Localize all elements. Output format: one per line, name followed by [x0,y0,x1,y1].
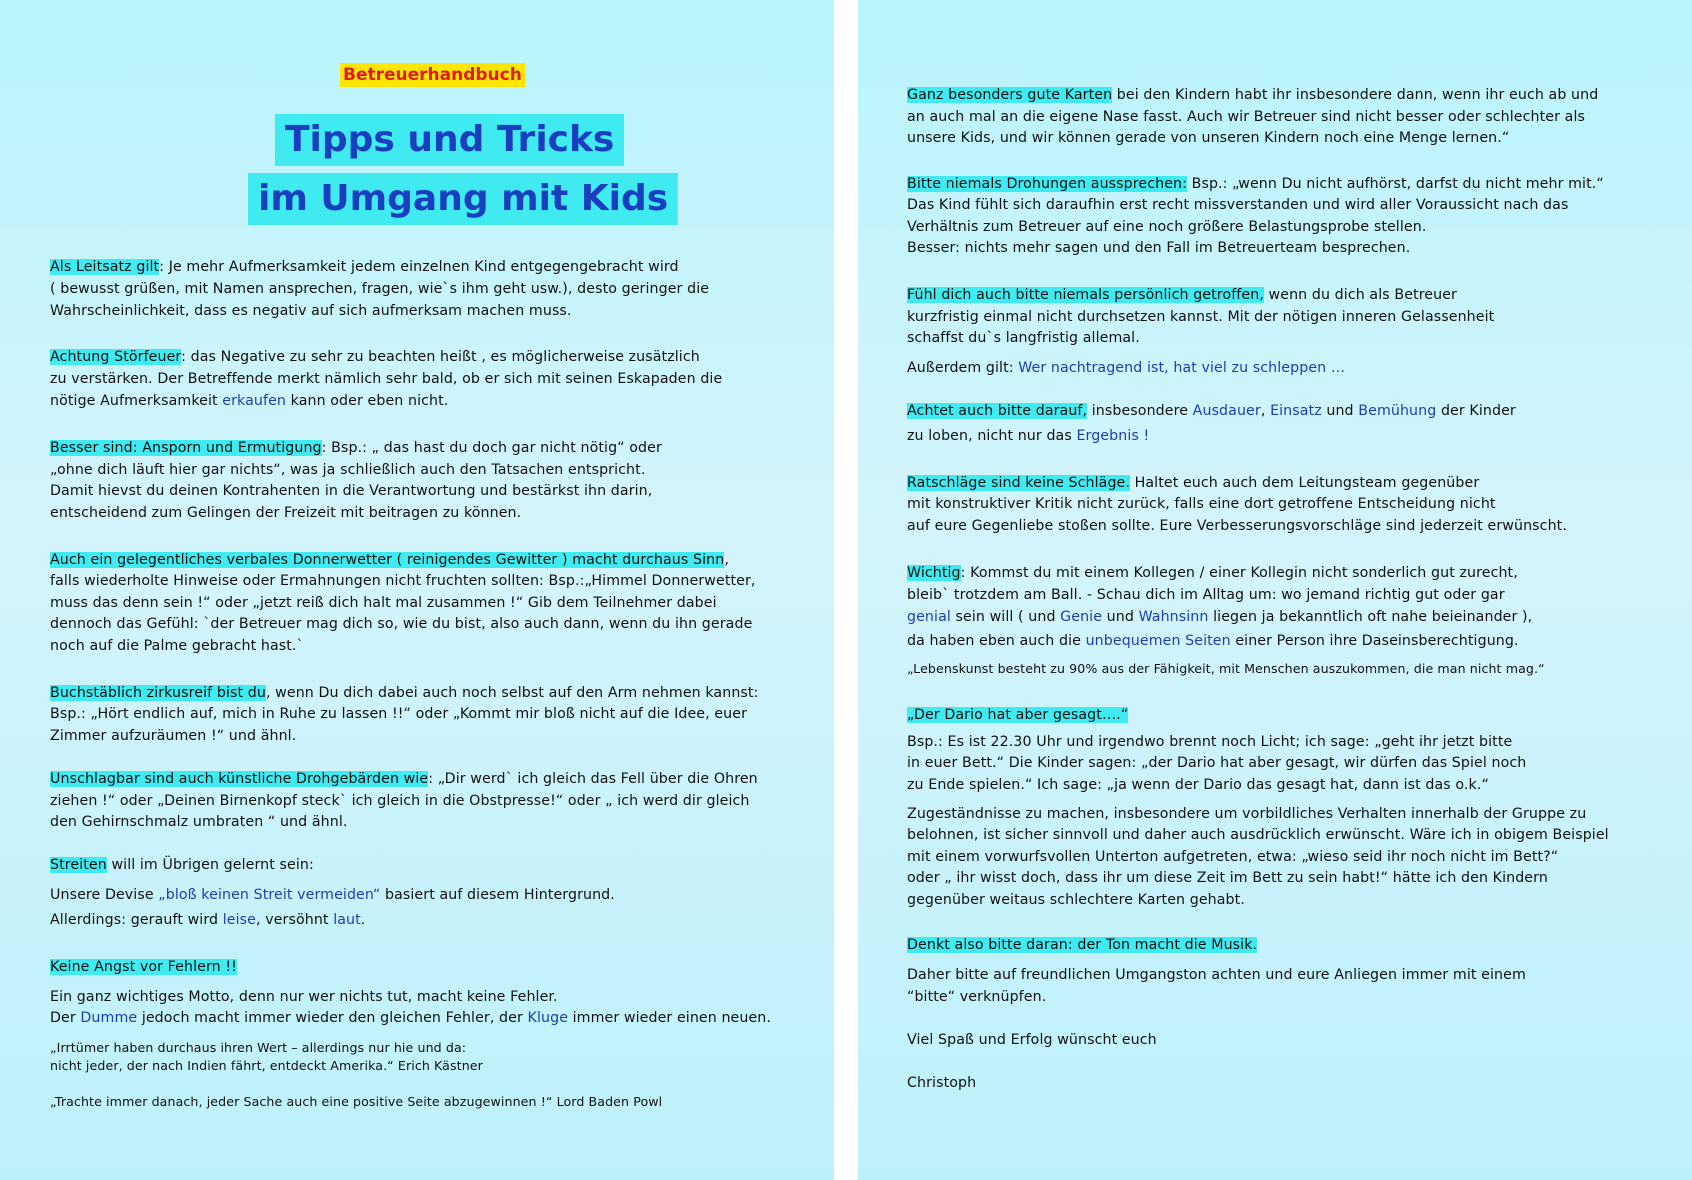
emphasis-word: Dumme [80,1010,138,1026]
paragraph-line: Der Dumme jedoch macht immer wieder den gleichen Fehler, der Kluge immer wieder einen neuen. [50,1010,771,1026]
section-heading: Bitte niemals Drohungen aussprechen: [907,176,1188,192]
paragraph-line: schaffst du`s langfristig allemal. [907,330,1140,346]
paragraph-line: ( bewusst grüßen, mit Namen ansprechen, fragen, wie`s ihm geht usw.), desto geringer die [50,281,710,297]
paragraph-line: zu loben, nicht nur das Ergebnis ! [907,428,1150,444]
paragraph-line: Das Kind fühlt sich daraufhin erst recht missverstanden und wird aller Voraussicht nach das [907,197,1569,213]
paragraph-line [50,957,237,979]
paragraph-line: entscheidend zum Gelingen der Freizeit mit beitragen zu können. [50,505,522,521]
paragraph-line: Ein ganz wichtiges Motto, denn nur wer nichts tut, macht keine Fehler. [50,989,558,1005]
emphasis-word: Genie [1060,609,1103,625]
paragraph-line: an auch mal an die eigene Nase fasst. Auch wir Betreuer sind nicht besser oder schlechter als [907,109,1585,125]
paragraph-line: Damit hievst du deinen Kontrahenten in die Verantwortung und bestärkst ihn darin, [50,483,653,499]
paragraph-line: Buchstäblich zirkusreif bist du, wenn Du dich dabei auch noch selbst auf den Arm nehmen kannst: [50,685,759,701]
paragraph-line: Allerdings: gerauft wird leise, versöhnt laut. [50,912,366,928]
paragraph-line: zu verstärken. Der Betreffende merkt nämlich sehr bald, ob er sich mit seinen Eskapaden die [50,371,723,387]
closing-line: Viel Spaß und Erfolg wünscht euch [907,1032,1157,1048]
paragraph-line: falls wiederholte Hinweise oder Ermahnungen nicht fruchten sollten: Bsp.:„Himmel Donnerwetter, [50,573,756,589]
paragraph-line: dennoch das Gefühl: `der Betreuer mag dich so, wie du bist, also auch dann, wenn du ihn gerade [50,616,753,632]
section-heading: Buchstäblich zirkusreif bist du [50,685,266,701]
paragraph-line: unsere Kids, und wir können gerade von unseren Kindern noch eine Menge lernen.“ [907,130,1510,146]
paragraph-line: Besser: nichts mehr sagen und den Fall im Betreuerteam besprechen. [907,240,1411,256]
quote-line: „Lebenskunst besteht zu 90% aus der Fähigkeit, mit Menschen auszukommen, die man nicht mag.“ [907,661,1545,676]
paragraph-line: “bitte“ verknüpfen. [907,989,1047,1005]
section-heading: Denkt also bitte daran: der Ton macht die Musik. [907,937,1258,953]
emphasis-phrase: „bloß keinen Streit vermeiden“ [158,887,381,903]
paragraph-line: Daher bitte auf freundlichen Umgangston achten und eure Anliegen immer mit einem [907,967,1526,983]
paragraph-line: muss das denn sein !“ oder „jetzt reiß dich halt mal zusammen !“ Gib dem Teilnehmer dabei [50,595,717,611]
paragraph-line: Achtung Störfeuer: das Negative zu sehr zu beachten heißt , es möglicherweise zusätzlich [50,349,700,365]
section-heading: Ratschläge sind keine Schläge. [907,475,1130,491]
paragraph-line: in euer Bett.“ Die Kinder sagen: „der Dario hat aber gesagt, wir dürfen das Spiel noch [907,755,1527,771]
emphasis-phrase: unbequemen Seiten [1085,633,1231,649]
paragraph-line: Besser sind: Ansporn und Ermutigung: Bsp.: „ das hast du doch gar nicht nötig“ oder [50,440,662,456]
emphasis-word: erkaufen [222,393,287,409]
paragraph-line: Ratschläge sind keine Schläge. Haltet euch auch dem Leitungsteam gegenüber [907,475,1480,491]
paragraph-line: Ganz besonders gute Karten bei den Kindern habt ihr insbesondere dann, wenn ihr euch ab und [907,87,1599,103]
section-heading: Achtung Störfeuer [50,349,182,365]
quote-line: nicht jeder, der nach Indien fährt, entdeckt Amerika.“ Erich Kästner [50,1058,483,1073]
emphasis-word: Einsatz [1270,403,1322,419]
emphasis-word: Bemühung [1358,403,1437,419]
left-page [0,0,834,1180]
paragraph-line: „ohne dich läuft hier gar nichts“, was ja schließlich auch den Tatsachen entspricht. [50,462,646,478]
page-title-line2: im Umgang mit Kids [248,173,678,225]
paragraph-line: zu Ende spielen.“ Ich sage: „ja wenn der Dario das gesagt hat, dann ist das o.k.“ [907,777,1489,793]
paragraph-line: Zimmer aufzuräumen !“ und ähnl. [50,728,297,744]
right-page [858,0,1692,1180]
section-heading: Achtet auch bitte darauf, [907,403,1088,419]
paragraph-line: bleib` trotzdem am Ball. - Schau dich im Alltag um: wo jemand richtig gut oder gar [907,587,1505,603]
paragraph-line: nötige Aufmerksamkeit erkaufen kann oder eben nicht. [50,393,449,409]
paragraph-line [907,935,1257,957]
paragraph-line: Zugeständnisse zu machen, insbesondere um vorbildliches Verhalten innerhalb der Gruppe zu [907,806,1587,822]
paragraph-line: genial sein will ( und Genie und Wahnsinn liegen ja bekanntlich oft nahe beieinander ), [907,609,1533,625]
page-gutter [834,0,858,1180]
paragraph-line: mit einem vorwurfsvollen Unterton aufgetreten, etwa: „wieso seid ihr noch nicht im Bett?“ [907,849,1559,865]
emphasis-word: genial [907,609,951,625]
section-heading: „Der Dario hat aber gesagt….“ [907,707,1129,723]
emphasis-word: Wahnsinn [1138,609,1209,625]
page-title-line1: Tipps und Tricks [275,114,624,166]
paragraph-line: ziehen !“ oder „Deinen Birnenkopf steck` ich gleich in die Obstpresse!“ oder „ ich werd dir gleich [50,793,750,809]
emphasis-word: Ausdauer [1192,403,1261,419]
section-heading: Streiten [50,857,107,873]
paragraph-line: Wahrscheinlichkeit, dass es negativ auf sich aufmerksam machen muss. [50,303,572,319]
paragraph-line: Unsere Devise „bloß keinen Streit vermeiden“ basiert auf diesem Hintergrund. [50,887,615,903]
paragraph-line: oder „ ihr wisst doch, dass ihr um diese Zeit im Bett zu sein habt!“ hätte ich den Kindern [907,870,1548,886]
emphasis-word: Ergebnis ! [1076,428,1150,444]
paragraph-line: belohnen, ist sicher sinnvoll und daher auch ausdrücklich erwünscht. Wäre ich in obigem Beispiel [907,827,1609,843]
paragraph-line: Bsp.: „Hört endlich auf, mich in Ruhe zu lassen !!“ oder „Kommt mir bloß nicht auf die Idee, euer [50,706,748,722]
paragraph-line: gegenüber weitaus schlechtere Karten gehabt. [907,892,1245,908]
paragraph-line: Außerdem gilt: Wer nachtragend ist, hat viel zu schleppen … [907,360,1346,376]
paragraph-line [907,705,1128,727]
signature-name: Christoph [907,1075,977,1091]
paragraph-line: Fühl dich auch bitte niemals persönlich getroffen, wenn du dich als Betreuer [907,287,1457,303]
emphasis-word: leise [222,912,256,928]
section-heading: Unschlagbar sind auch künstliche Drohgebärden wie [50,771,429,787]
section-heading: Keine Angst vor Fehlern !! [50,959,237,975]
section-heading: Besser sind: Ansporn und Ermutigung [50,440,322,456]
paragraph-line: noch auf die Palme gebracht hast.` [50,638,304,654]
section-heading: Ganz besonders gute Karten [907,87,1113,103]
section-heading: Als Leitsatz gilt [50,259,160,275]
section-heading: Fühl dich auch bitte niemals persönlich getroffen, [907,287,1264,303]
paragraph-line: den Gehirnschmalz umbraten “ und ähnl. [50,814,348,830]
section-heading: Auch ein gelegentliches verbales Donnerwetter ( reinigendes Gewitter ) macht durchaus Sinn [50,552,725,568]
quote-line: „Trachte immer danach, jeder Sache auch eine positive Seite abzugewinnen !“ Lord Baden Powl [50,1094,663,1109]
emphasis-word: Kluge [527,1010,569,1026]
emphasis-phrase: Wer nachtragend ist, hat viel zu schleppen … [1018,360,1346,376]
paragraph-line: Verhältnis zum Betreuer auf eine noch größere Belastungsprobe stellen. [907,219,1427,235]
emphasis-word: laut [333,912,361,928]
paragraph-line: Als Leitsatz gilt: Je mehr Aufmerksamkeit jedem einzelnen Kind entgegengebracht wird [50,259,679,275]
paragraph-line: Streiten will im Übrigen gelernt sein: [50,857,314,873]
handbook-label: Betreuerhandbuch [340,63,525,87]
paragraph-line: Achtet auch bitte darauf, insbesondere Ausdauer, Einsatz und Bemühung der Kinder [907,403,1516,419]
paragraph-line: kurzfristig einmal nicht durchsetzen kannst. Mit der nötigen inneren Gelassenheit [907,309,1495,325]
paragraph-line: da haben eben auch die unbequemen Seiten einer Person ihre Daseinsberechtigung. [907,633,1519,649]
paragraph-line: Auch ein gelegentliches verbales Donnerwetter ( reinigendes Gewitter ) macht durchaus Sinn, [50,552,729,568]
paragraph-line: Unschlagbar sind auch künstliche Drohgebärden wie: „Dir werd` ich gleich das Fell über die Ohren [50,771,758,787]
paragraph-line: Wichtig: Kommst du mit einem Kollegen / einer Kollegin nicht sonderlich gut zurecht, [907,565,1518,581]
section-heading: Wichtig [907,565,961,581]
paragraph-line: auf eure Gegenliebe stoßen sollte. Eure Verbesserungsvorschläge sind jederzeit erwünscht. [907,518,1567,534]
quote-line: „Irrtümer haben durchaus ihren Wert – allerdings nur hie und da: [50,1040,467,1055]
paragraph-line: Bsp.: Es ist 22.30 Uhr und irgendwo brennt noch Licht; ich sage: „geht ihr jetzt bitte [907,734,1513,750]
paragraph-line: mit konstruktiver Kritik nicht zurück, falls eine dort getroffene Entscheidung nicht [907,496,1496,512]
paragraph-line: Bitte niemals Drohungen aussprechen: Bsp.: „wenn Du nicht aufhörst, darfst du nicht mehr mit.“ [907,176,1604,192]
